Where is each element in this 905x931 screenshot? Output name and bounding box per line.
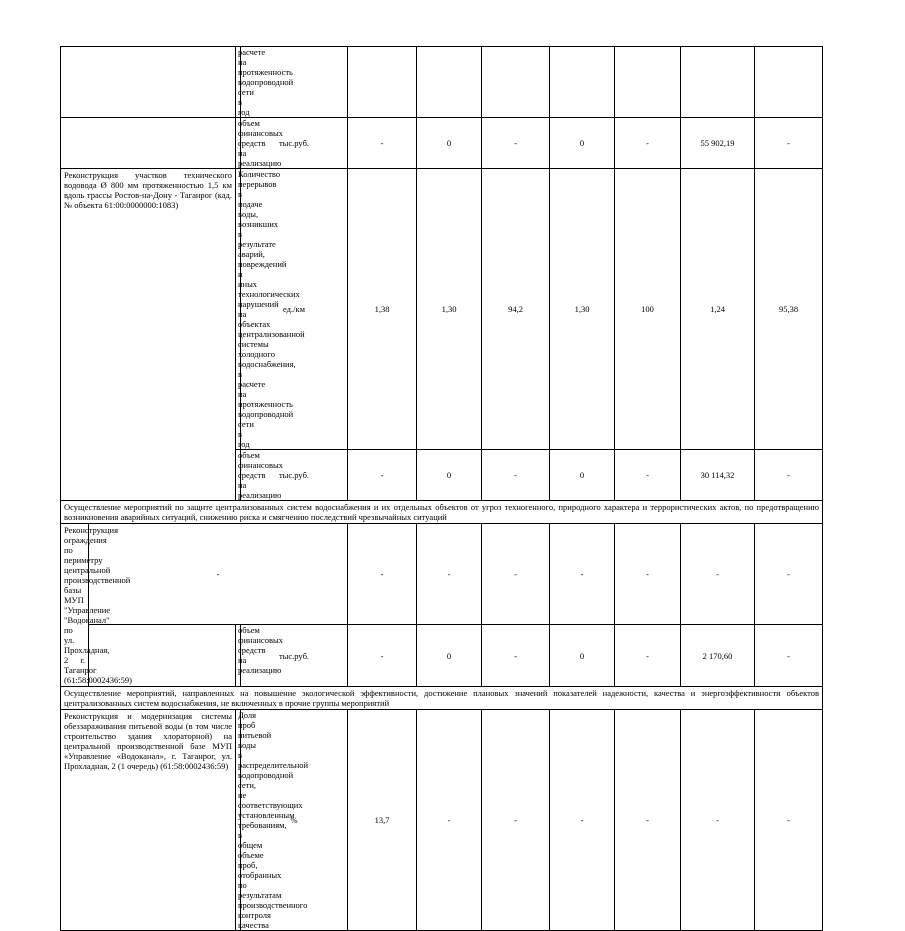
value-cell: - <box>348 118 417 169</box>
value-cell: - <box>681 524 755 625</box>
value-cell: 0 <box>550 625 615 687</box>
table-row <box>61 524 886 625</box>
section-heading: Осуществление мероприятий, направленных на повышение экологической эффективности, достижение плановых значений показателей надежности, качества и энергоэффективности объектов централизованных систем водоснабжения, не включенных в прочие группы мероприятий <box>61 687 823 710</box>
value-cell: - <box>482 524 550 625</box>
value-cell: - <box>482 118 550 169</box>
value-cell: - <box>755 625 823 687</box>
value-cell: - <box>89 524 348 625</box>
value-cell: - <box>417 710 482 931</box>
value-cell: 0 <box>550 118 615 169</box>
unit-cell: ед./км <box>241 169 348 450</box>
value-cell: - <box>755 450 823 501</box>
value-cell: 55 902,19 <box>681 118 755 169</box>
finance-label: объем финансовых средств на реализацию <box>236 450 241 501</box>
value-cell: - <box>482 625 550 687</box>
value-cell: 0 <box>417 625 482 687</box>
value-cell: 1,38 <box>348 169 417 450</box>
unit-cell: тыс.руб. <box>241 450 348 501</box>
indicator-name: Количество перерывов в подаче воды, возникших в результате аварий, повреждений и иных технологических нарушений на объектах централизованной системы холодного водоснабжения, в расчете на протяженность водопроводной сети в год <box>236 169 241 450</box>
unit-cell: тыс.руб. <box>241 625 348 687</box>
value-cell: 0 <box>550 450 615 501</box>
table-row <box>61 710 886 931</box>
value-cell: - <box>550 710 615 931</box>
investment-program-table <box>60 46 886 931</box>
measure-name: Реконструкция участков технического водовода Ø 800 мм протяженностью 1,5 км вдоль трассы Ростов-на-Дону - Таганрог (кад. № объекта 61:00:0000000:1083) <box>61 169 236 501</box>
value-cell: 1,30 <box>417 169 482 450</box>
measure-name <box>61 47 236 118</box>
indicator-name: Доля проб питьевой воды в распределительной водопроводной сети, не соответствующих установленным требованиям, в общем объеме проб, отобранных по результатам производственного контроля качества <box>236 710 241 931</box>
value-cell: 94,2 <box>482 169 550 450</box>
value-cell: - <box>755 118 823 169</box>
value-cell: 95,38 <box>755 169 823 450</box>
value-cell <box>417 47 482 118</box>
value-cell <box>615 47 681 118</box>
finance-label: объем финансовых средств на реализацию <box>236 625 241 687</box>
value-cell: - <box>482 450 550 501</box>
value-cell <box>482 47 550 118</box>
measure-name: Реконструкция и модернизация системы обеззараживания питьевой воды (в том числе строительство здания хлораторной) на центральной производственной базе МУП «Управление «Водоканал», г. Таганрог, ул. Прохладная, 2 (1 очередь) (61:58:0002436:59) <box>61 710 236 931</box>
value-cell: - <box>615 450 681 501</box>
value-cell: - <box>615 710 681 931</box>
table-row <box>61 501 886 524</box>
table-row <box>61 625 886 687</box>
value-cell: - <box>348 524 417 625</box>
value-cell: 0 <box>417 118 482 169</box>
value-cell: 1,30 <box>550 169 615 450</box>
table-row <box>61 169 886 450</box>
value-cell: - <box>482 710 550 931</box>
value-cell: - <box>348 625 417 687</box>
value-cell: 30 114,32 <box>681 450 755 501</box>
value-cell: 100 <box>615 169 681 450</box>
value-cell: - <box>755 710 823 931</box>
value-cell <box>681 47 755 118</box>
value-cell: - <box>615 118 681 169</box>
value-cell: - <box>755 524 823 625</box>
value-cell: - <box>615 524 681 625</box>
unit-cell: % <box>241 710 348 931</box>
section-heading: Осуществление мероприятий по защите централизованных систем водоснабжения и их отдельных объектов от угроз техногенного, природного характера и террористических актов, по предотвращению возникновения аварийных ситуаций, снижению риска и смягчению последствий чрезвычайных ситуаций <box>61 501 823 524</box>
value-cell: - <box>348 450 417 501</box>
finance-label: объем финансовых средств на реализацию <box>236 118 241 169</box>
value-cell: - <box>681 710 755 931</box>
value-cell: - <box>550 524 615 625</box>
table-row <box>61 47 886 118</box>
value-cell <box>755 47 823 118</box>
value-cell <box>348 47 417 118</box>
value-cell <box>550 47 615 118</box>
value-cell: 13,7 <box>348 710 417 931</box>
measure-name: Реконструкция ограждения по периметру центральной производственной базы МУП "Управление "Водоканал" по ул. Прохладная, 2 г. Таганрог (61:58:0002436:59) <box>61 524 89 687</box>
value-cell: 2 170,60 <box>681 625 755 687</box>
document-page <box>60 46 875 931</box>
value-cell: - <box>417 524 482 625</box>
value-cell: 1,24 <box>681 169 755 450</box>
table-row <box>61 687 886 710</box>
unit-cell: тыс.руб. <box>241 118 348 169</box>
value-cell: 0 <box>417 450 482 501</box>
indicator-name: расчете на протяженность водопроводной сети в год <box>236 47 241 118</box>
measure-name <box>61 118 236 169</box>
table-row <box>61 118 886 169</box>
value-cell: - <box>615 625 681 687</box>
